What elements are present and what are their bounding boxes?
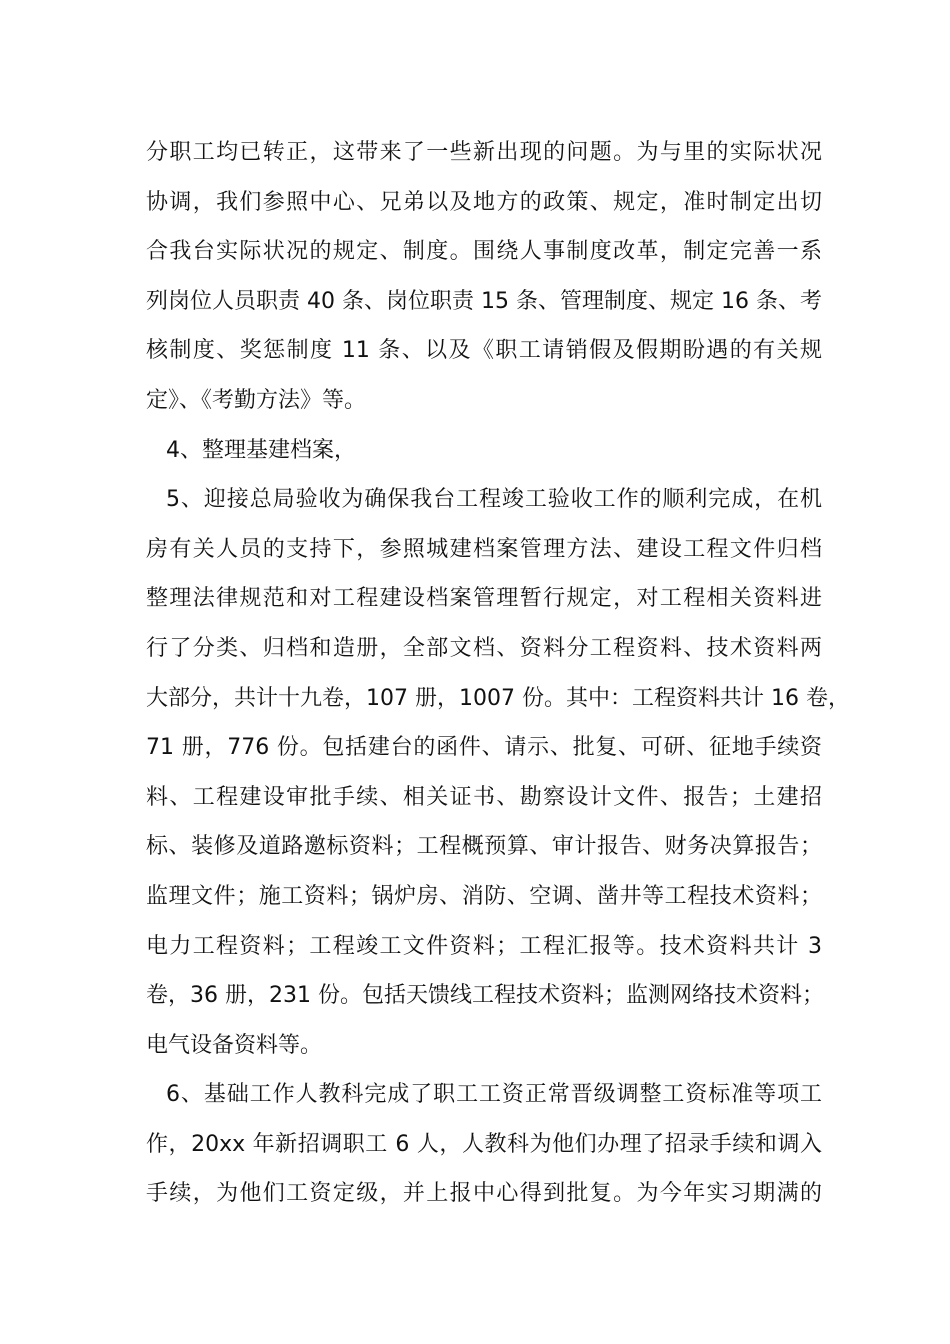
text-line: 列岗位人员职责 40 条、岗位职责 15 条、管理制度、规定 16 条、考 <box>146 288 822 314</box>
text-line: 卷，36 册，231 份。包括天馈线工程技术资料；监测网络技术资料； <box>146 983 824 1009</box>
text-line: 料、工程建设审批手续、相关证书、勘察设计文件、报告；土建招 <box>146 784 822 810</box>
text-line: 手续，为他们工资定级，并上报中心得到批复。为今年实习期满的 <box>146 1181 822 1207</box>
document-body <box>146 128 850 1219</box>
text-line: 整理法律规范和对工程建设档案管理暂行规定，对工程相关资料进 <box>146 586 822 612</box>
paragraph-start: 5、迎接总局验收为确保我台工程竣工验收工作的顺利完成，在机 <box>166 487 822 513</box>
text-line: 电力工程资料；工程竣工文件资料；工程汇报等。技术资料共计 3 <box>146 933 822 959</box>
text-line: 协调，我们参照中心、兄弟以及地方的政策、规定，准时制定出切 <box>146 189 822 215</box>
text-line: 标、装修及道路邀标资料；工程概预算、审计报告、财务决算报告； <box>146 834 822 860</box>
paragraph-start: 6、基础工作人教科完成了职工工资正常晋级调整工资标准等项工 <box>166 1082 822 1108</box>
text-line: 合我台实际状况的规定、制度。围绕人事制度改革，制定完善一系 <box>146 239 822 265</box>
text-line: 房有关人员的支持下，参照城建档案管理方法、建设工程文件归档 <box>146 536 822 562</box>
section-heading: 4、整理基建档案， <box>166 437 356 463</box>
text-line: 行了分类、归档和造册，全部文档、资料分工程资料、技术资料两 <box>146 635 822 661</box>
text-line: 定》、《考勤方法》等。 <box>146 387 367 413</box>
text-line: 核制度、奖惩制度 11 条、以及《职工请销假及假期盼遇的有关规 <box>146 338 822 364</box>
text-line: 大部分，共计十九卷，107 册，1007 份。其中：工程资料共计 16 卷， <box>146 685 850 711</box>
text-line: 监理文件；施工资料；锅炉房、消防、空调、凿井等工程技术资料； <box>146 883 822 909</box>
text-line: 71 册，776 份。包括建台的函件、请示、批复、可研、征地手续资 <box>146 735 822 761</box>
text-line: 分职工均已转正，这带来了一些新出现的问题。为与里的实际状况 <box>146 140 822 165</box>
text-line: 作，20xx 年新招调职工 6 人，人教科为他们办理了招录手续和调入 <box>146 1131 822 1157</box>
text-line: 电气设备资料等。 <box>146 1032 323 1058</box>
